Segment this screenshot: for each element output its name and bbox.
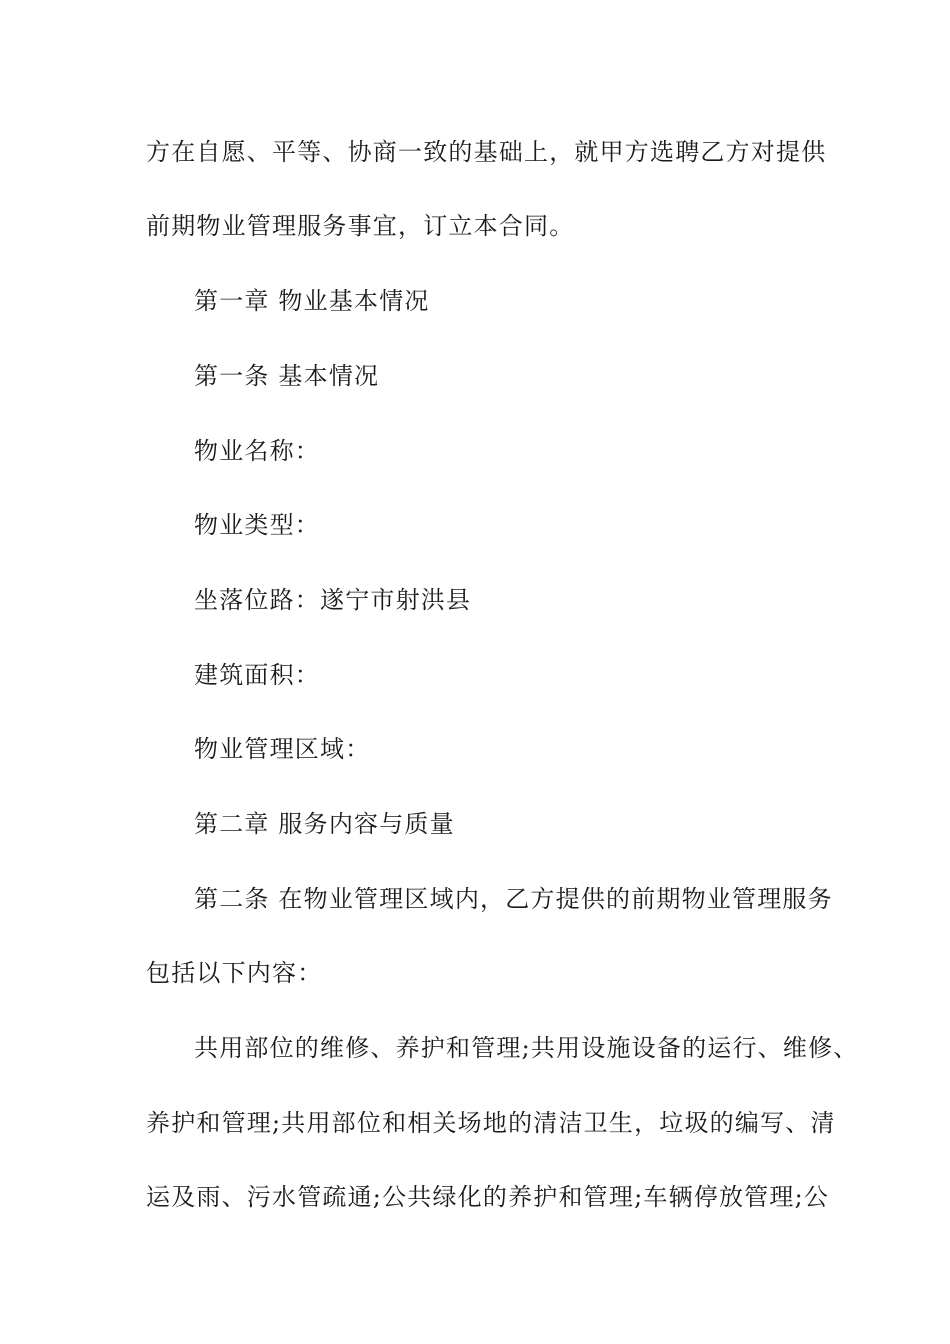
chapter-heading: 第二章 服务内容与质量 — [194, 810, 455, 838]
field-location: 坐落位路：遂宁市射洪县 — [194, 586, 472, 614]
paragraph-line: 养护和管理;共用部位和相关场地的清洁卫生，垃圾的编写、清 — [146, 1109, 836, 1137]
field-property-name: 物业名称： — [194, 437, 320, 465]
paragraph-line: 第二条 在物业管理区域内，乙方提供的前期物业管理服务 — [194, 885, 833, 913]
field-building-area: 建筑面积： — [194, 661, 320, 689]
field-property-type: 物业类型： — [194, 511, 320, 539]
paragraph-line: 方在自愿、平等、协商一致的基础上，就甲方选聘乙方对提供 — [146, 138, 827, 166]
field-management-area: 物业管理区域： — [194, 735, 371, 763]
paragraph-line: 运及雨、污水管疏通;公共绿化的养护和管理;车辆停放管理;公 — [146, 1183, 830, 1211]
paragraph-line: 共用部位的维修、养护和管理;共用设施设备的运行、维修、 — [194, 1034, 859, 1062]
paragraph-line: 前期物业管理服务事宜，订立本合同。 — [146, 212, 575, 240]
chapter-heading: 第一章 物业基本情况 — [194, 287, 430, 315]
article-heading: 第一条 基本情况 — [194, 362, 380, 390]
paragraph-line: 包括以下内容： — [146, 959, 323, 987]
